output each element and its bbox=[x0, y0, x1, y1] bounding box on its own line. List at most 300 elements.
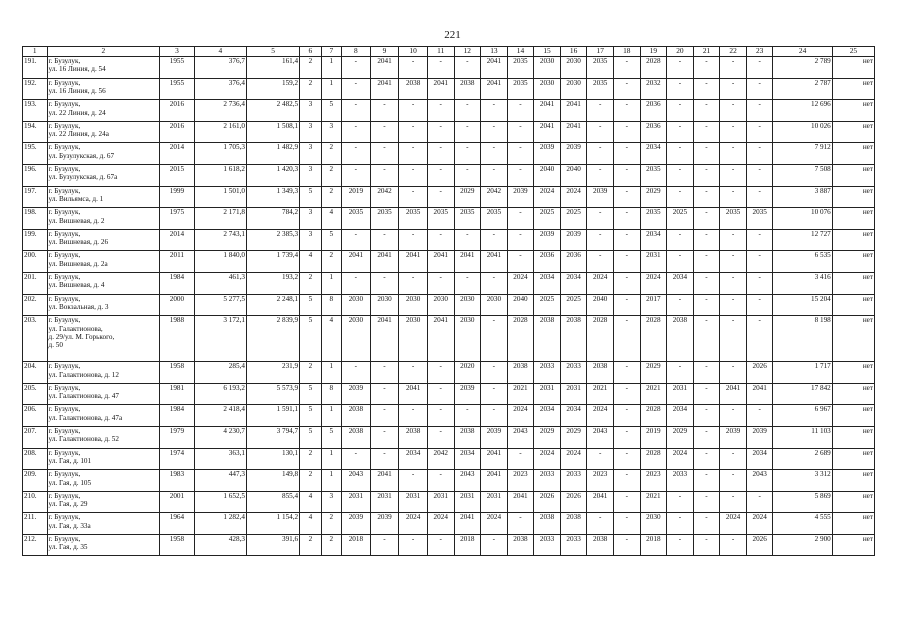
data-cell: - bbox=[667, 362, 694, 384]
data-cell: 855,4 bbox=[246, 491, 299, 513]
data-cell: 5 bbox=[300, 186, 321, 208]
data-cell: - bbox=[587, 100, 614, 122]
data-cell: 2040 bbox=[534, 164, 561, 186]
address-cell bbox=[47, 57, 160, 79]
data-cell: 2024 bbox=[667, 448, 694, 470]
address-line: д. 29/ул. М. Горького, bbox=[48, 332, 115, 341]
data-cell: - bbox=[693, 229, 720, 251]
row-number-cell: 194. bbox=[23, 121, 48, 143]
data-cell: - bbox=[370, 121, 399, 143]
data-cell: - bbox=[370, 405, 399, 427]
data-cell: - bbox=[399, 186, 428, 208]
address-line: г. Бузулук, bbox=[48, 100, 81, 109]
column-number-header: 22 bbox=[720, 47, 747, 57]
data-cell: - bbox=[613, 143, 640, 165]
data-cell: 3 bbox=[300, 229, 321, 251]
data-cell: 2038 bbox=[399, 78, 428, 100]
data-cell: 1 bbox=[321, 362, 341, 384]
data-cell: 2024 bbox=[399, 513, 428, 535]
data-cell: 6 193,2 bbox=[194, 383, 246, 405]
data-cell: - bbox=[342, 78, 371, 100]
data-cell: 2 bbox=[321, 143, 341, 165]
data-cell: - bbox=[399, 272, 428, 294]
data-cell: - bbox=[667, 491, 694, 513]
row-number-cell: 210. bbox=[23, 491, 48, 513]
column-number-header: 1 bbox=[23, 47, 48, 57]
data-cell: - bbox=[667, 186, 694, 208]
column-number-header: 7 bbox=[321, 47, 341, 57]
data-cell: 2 787 bbox=[773, 78, 832, 100]
data-cell: 2028 bbox=[640, 57, 667, 79]
row-number-cell: 205. bbox=[23, 383, 48, 405]
data-cell: 2039 bbox=[560, 143, 587, 165]
data-cell: 2015 bbox=[160, 164, 195, 186]
data-cell: 2041 bbox=[481, 57, 508, 79]
data-cell: - bbox=[613, 294, 640, 316]
data-cell: - bbox=[613, 534, 640, 556]
data-cell: 2042 bbox=[370, 186, 399, 208]
data-cell: нет bbox=[832, 316, 874, 362]
data-cell: - bbox=[481, 405, 508, 427]
data-cell: 11 103 bbox=[773, 426, 832, 448]
data-cell: 2043 bbox=[342, 470, 371, 492]
data-cell: - bbox=[587, 208, 614, 230]
column-number-header: 14 bbox=[507, 47, 534, 57]
row-number-cell: 203. bbox=[23, 316, 48, 362]
data-cell: - bbox=[613, 448, 640, 470]
data-cell: 2017 bbox=[640, 294, 667, 316]
data-cell: 376,4 bbox=[194, 78, 246, 100]
data-cell: - bbox=[746, 294, 773, 316]
data-cell: 2038 bbox=[454, 78, 481, 100]
data-cell: - bbox=[399, 362, 428, 384]
data-cell: 5 bbox=[300, 383, 321, 405]
data-cell: 1964 bbox=[160, 513, 195, 535]
data-cell: 2024 bbox=[507, 405, 534, 427]
data-cell: - bbox=[613, 100, 640, 122]
data-cell: - bbox=[427, 186, 454, 208]
data-cell: нет bbox=[832, 491, 874, 513]
address-line: ул. Бузулукская, д. 67а bbox=[48, 173, 118, 182]
row-number-cell: 200. bbox=[23, 251, 48, 273]
data-cell: 161,4 bbox=[246, 57, 299, 79]
data-cell: 2028 bbox=[640, 448, 667, 470]
data-cell: 2 743,1 bbox=[194, 229, 246, 251]
address-line: г. Бузулук, bbox=[48, 470, 81, 479]
data-cell: - bbox=[587, 164, 614, 186]
row-number-cell: 193. bbox=[23, 100, 48, 122]
data-cell: 1999 bbox=[160, 186, 195, 208]
address-line: ул. Гая, д. 35 bbox=[48, 543, 88, 552]
row-number-cell: 195. bbox=[23, 143, 48, 165]
column-number-header: 13 bbox=[481, 47, 508, 57]
data-cell: - bbox=[613, 513, 640, 535]
data-cell: - bbox=[507, 143, 534, 165]
table-row bbox=[23, 534, 875, 556]
data-cell: - bbox=[720, 143, 747, 165]
data-cell: - bbox=[342, 448, 371, 470]
data-cell: нет bbox=[832, 100, 874, 122]
data-cell: 391,6 bbox=[246, 534, 299, 556]
data-cell: 2025 bbox=[667, 208, 694, 230]
data-cell: 5 277,5 bbox=[194, 294, 246, 316]
address-line: ул. Вишневая, д. 4 bbox=[48, 281, 105, 290]
data-cell: 5 573,9 bbox=[246, 383, 299, 405]
data-cell: - bbox=[693, 426, 720, 448]
data-cell: 2024 bbox=[427, 513, 454, 535]
data-cell: 2043 bbox=[587, 426, 614, 448]
data-cell: 2 bbox=[321, 186, 341, 208]
data-cell: 10 076 bbox=[773, 208, 832, 230]
data-cell: нет bbox=[832, 57, 874, 79]
data-cell: 1 739,4 bbox=[246, 251, 299, 273]
data-cell: 2034 bbox=[746, 448, 773, 470]
data-cell: 2031 bbox=[481, 491, 508, 513]
data-cell: - bbox=[427, 100, 454, 122]
data-cell: 1 618,2 bbox=[194, 164, 246, 186]
data-cell: 1 717 bbox=[773, 362, 832, 384]
data-cell: 5 bbox=[321, 100, 341, 122]
address-line: ул. Вильямса, д. 1 bbox=[48, 194, 104, 203]
data-cell: 2023 bbox=[640, 470, 667, 492]
data-cell: 2 161,0 bbox=[194, 121, 246, 143]
table-row bbox=[23, 78, 875, 100]
row-number-cell: 201. bbox=[23, 272, 48, 294]
data-cell: 2034 bbox=[534, 272, 561, 294]
data-cell: нет bbox=[832, 229, 874, 251]
data-cell: 3 172,1 bbox=[194, 316, 246, 362]
data-cell: 1 591,1 bbox=[246, 405, 299, 427]
data-cell: - bbox=[613, 78, 640, 100]
data-cell: 1984 bbox=[160, 272, 195, 294]
data-cell: 2033 bbox=[534, 470, 561, 492]
data-cell: 193,2 bbox=[246, 272, 299, 294]
data-cell: нет bbox=[832, 164, 874, 186]
data-cell: - bbox=[481, 316, 508, 362]
data-cell: 1 bbox=[321, 57, 341, 79]
data-cell: 2039 bbox=[534, 229, 561, 251]
column-number-header: 4 bbox=[194, 47, 246, 57]
data-cell: - bbox=[370, 534, 399, 556]
data-cell: 2030 bbox=[370, 294, 399, 316]
data-cell: 2024 bbox=[507, 272, 534, 294]
data-cell: 2025 bbox=[560, 208, 587, 230]
data-cell: 2 bbox=[300, 470, 321, 492]
data-cell: - bbox=[613, 383, 640, 405]
data-cell: - bbox=[720, 294, 747, 316]
data-cell: - bbox=[399, 534, 428, 556]
data-cell: 376,7 bbox=[194, 57, 246, 79]
data-cell: 130,1 bbox=[246, 448, 299, 470]
address-line: ул. Гая, д. 105 bbox=[48, 478, 92, 487]
data-cell: нет bbox=[832, 78, 874, 100]
table-row bbox=[23, 316, 875, 362]
data-cell: - bbox=[481, 272, 508, 294]
column-number-header: 2 bbox=[47, 47, 160, 57]
data-cell: - bbox=[667, 57, 694, 79]
data-cell: 2024 bbox=[481, 513, 508, 535]
table-body bbox=[23, 57, 875, 556]
data-cell: 2 bbox=[300, 362, 321, 384]
data-cell: - bbox=[370, 100, 399, 122]
address-line: ул. Вишневая, д. 2а bbox=[48, 259, 108, 268]
data-cell: - bbox=[399, 405, 428, 427]
data-cell: - bbox=[342, 164, 371, 186]
data-cell: 2033 bbox=[560, 534, 587, 556]
data-cell: - bbox=[507, 208, 534, 230]
data-cell: - bbox=[454, 100, 481, 122]
data-cell: 2 900 bbox=[773, 534, 832, 556]
data-cell: - bbox=[720, 100, 747, 122]
data-cell: - bbox=[370, 383, 399, 405]
data-cell: 5 bbox=[321, 229, 341, 251]
data-cell: 1 482,9 bbox=[246, 143, 299, 165]
data-cell: нет bbox=[832, 121, 874, 143]
data-cell: - bbox=[746, 164, 773, 186]
data-cell: 1984 bbox=[160, 405, 195, 427]
data-cell: 2028 bbox=[507, 316, 534, 362]
data-cell: 2039 bbox=[454, 383, 481, 405]
data-cell: 2020 bbox=[454, 362, 481, 384]
data-cell: - bbox=[399, 100, 428, 122]
data-cell: - bbox=[399, 57, 428, 79]
data-cell: 2018 bbox=[454, 534, 481, 556]
data-cell: 1 bbox=[321, 272, 341, 294]
data-cell: 2030 bbox=[454, 316, 481, 362]
data-cell: 2038 bbox=[534, 316, 561, 362]
data-cell: 2014 bbox=[160, 229, 195, 251]
address-cell bbox=[47, 78, 160, 100]
address-cell bbox=[47, 121, 160, 143]
data-cell: 2038 bbox=[507, 362, 534, 384]
address-cell bbox=[47, 294, 160, 316]
data-cell: - bbox=[427, 426, 454, 448]
data-cell: нет bbox=[832, 448, 874, 470]
data-cell: 2035 bbox=[399, 208, 428, 230]
data-cell: 2018 bbox=[640, 534, 667, 556]
data-cell: 3 bbox=[300, 143, 321, 165]
data-cell: 2041 bbox=[454, 251, 481, 273]
column-number-header: 18 bbox=[613, 47, 640, 57]
data-cell: 2024 bbox=[560, 448, 587, 470]
data-cell: 2031 bbox=[667, 383, 694, 405]
data-cell: 2036 bbox=[640, 100, 667, 122]
data-cell: 149,8 bbox=[246, 470, 299, 492]
data-cell: 1958 bbox=[160, 534, 195, 556]
data-cell: 2016 bbox=[160, 121, 195, 143]
address-line: г. Бузулук, bbox=[48, 405, 81, 414]
data-cell: - bbox=[720, 405, 747, 427]
data-cell: 2026 bbox=[560, 491, 587, 513]
data-cell: 2034 bbox=[534, 405, 561, 427]
data-cell: 3 416 bbox=[773, 272, 832, 294]
data-cell: - bbox=[746, 251, 773, 273]
data-cell: 2 482,5 bbox=[246, 100, 299, 122]
data-cell: 2041 bbox=[370, 470, 399, 492]
data-cell: 6 535 bbox=[773, 251, 832, 273]
data-cell: - bbox=[693, 186, 720, 208]
data-cell: 3 887 bbox=[773, 186, 832, 208]
data-cell: 2 736,4 bbox=[194, 100, 246, 122]
data-cell: 2041 bbox=[560, 100, 587, 122]
data-cell: 2031 bbox=[370, 491, 399, 513]
column-number-row bbox=[23, 47, 875, 57]
data-cell: 1 652,5 bbox=[194, 491, 246, 513]
data-cell: - bbox=[342, 57, 371, 79]
data-cell: 1 501,0 bbox=[194, 186, 246, 208]
data-cell: нет bbox=[832, 186, 874, 208]
data-cell: 2011 bbox=[160, 251, 195, 273]
data-cell: 2024 bbox=[587, 405, 614, 427]
data-cell: 5 bbox=[300, 294, 321, 316]
data-cell: 4 bbox=[300, 513, 321, 535]
address-line: ул. Гая, д. 29 bbox=[48, 500, 88, 509]
data-cell: 2036 bbox=[560, 251, 587, 273]
data-cell: - bbox=[693, 57, 720, 79]
data-cell: - bbox=[481, 121, 508, 143]
column-number-header: 20 bbox=[667, 47, 694, 57]
data-cell: 2021 bbox=[640, 383, 667, 405]
data-cell: - bbox=[427, 383, 454, 405]
data-cell: 2024 bbox=[640, 272, 667, 294]
data-cell: 7 912 bbox=[773, 143, 832, 165]
data-cell: - bbox=[399, 164, 428, 186]
data-cell: - bbox=[427, 164, 454, 186]
address-cell bbox=[47, 100, 160, 122]
data-cell: 2030 bbox=[481, 294, 508, 316]
address-cell bbox=[47, 362, 160, 384]
data-cell: 2033 bbox=[560, 470, 587, 492]
table-row bbox=[23, 251, 875, 273]
data-cell: - bbox=[693, 534, 720, 556]
data-cell: 5 bbox=[300, 316, 321, 362]
table-row bbox=[23, 100, 875, 122]
data-cell: 1979 bbox=[160, 426, 195, 448]
data-cell: 2036 bbox=[640, 121, 667, 143]
data-cell: 3 bbox=[300, 208, 321, 230]
data-cell: 2014 bbox=[160, 143, 195, 165]
data-cell: 2033 bbox=[667, 470, 694, 492]
table-row bbox=[23, 383, 875, 405]
address-line: г. Бузулук, bbox=[48, 513, 81, 522]
data-cell: 2 385,3 bbox=[246, 229, 299, 251]
data-cell: - bbox=[613, 57, 640, 79]
data-cell: 10 026 bbox=[773, 121, 832, 143]
data-cell: 2041 bbox=[481, 470, 508, 492]
data-cell: 2031 bbox=[534, 383, 561, 405]
data-cell: 2030 bbox=[640, 513, 667, 535]
data-cell: 2039 bbox=[342, 383, 371, 405]
address-line: г. Бузулук, bbox=[48, 272, 81, 281]
data-cell: 15 204 bbox=[773, 294, 832, 316]
table-row bbox=[23, 272, 875, 294]
address-cell bbox=[47, 405, 160, 427]
column-number-header: 19 bbox=[640, 47, 667, 57]
data-cell: 8 bbox=[321, 294, 341, 316]
data-cell: 2028 bbox=[587, 316, 614, 362]
data-cell: - bbox=[613, 405, 640, 427]
data-cell: 159,2 bbox=[246, 78, 299, 100]
row-number-cell: 199. bbox=[23, 229, 48, 251]
row-number-cell: 196. bbox=[23, 164, 48, 186]
table-row bbox=[23, 294, 875, 316]
data-cell: 2035 bbox=[427, 208, 454, 230]
data-cell: - bbox=[370, 229, 399, 251]
data-cell: - bbox=[613, 186, 640, 208]
data-cell: 1983 bbox=[160, 470, 195, 492]
data-cell: 2024 bbox=[534, 448, 561, 470]
data-cell: 2025 bbox=[560, 294, 587, 316]
row-number-cell: 207. bbox=[23, 426, 48, 448]
data-cell: 2041 bbox=[560, 121, 587, 143]
data-cell: 2024 bbox=[746, 513, 773, 535]
data-cell: 1 282,4 bbox=[194, 513, 246, 535]
address-line: ул. Галактионова, д. 52 bbox=[48, 435, 119, 444]
data-cell: 2029 bbox=[454, 186, 481, 208]
data-cell: 1 705,3 bbox=[194, 143, 246, 165]
data-cell: 2030 bbox=[342, 294, 371, 316]
data-cell: 2 689 bbox=[773, 448, 832, 470]
data-cell: 2039 bbox=[720, 426, 747, 448]
data-cell: - bbox=[667, 78, 694, 100]
data-cell: 2039 bbox=[481, 426, 508, 448]
data-cell: 2035 bbox=[507, 57, 534, 79]
data-cell: 4 bbox=[321, 208, 341, 230]
data-cell: - bbox=[746, 57, 773, 79]
data-cell: 2043 bbox=[454, 470, 481, 492]
data-cell: 2030 bbox=[427, 294, 454, 316]
data-cell: - bbox=[613, 316, 640, 362]
address-line: г. Бузулук, bbox=[48, 426, 81, 435]
column-number-header: 16 bbox=[560, 47, 587, 57]
data-cell: - bbox=[427, 405, 454, 427]
data-cell: - bbox=[454, 121, 481, 143]
data-cell: 2019 bbox=[640, 426, 667, 448]
data-cell: 2041 bbox=[370, 251, 399, 273]
address-cell bbox=[47, 186, 160, 208]
data-cell: - bbox=[399, 143, 428, 165]
data-cell: 447,3 bbox=[194, 470, 246, 492]
data-cell: 2029 bbox=[640, 362, 667, 384]
address-line: г. Бузулук, bbox=[48, 121, 81, 130]
data-cell: - bbox=[746, 121, 773, 143]
data-cell: - bbox=[720, 316, 747, 362]
data-cell: 2031 bbox=[342, 491, 371, 513]
data-cell: - bbox=[454, 57, 481, 79]
data-cell: 2033 bbox=[560, 362, 587, 384]
table-row bbox=[23, 57, 875, 79]
data-cell: 2034 bbox=[640, 229, 667, 251]
row-number-cell: 208. bbox=[23, 448, 48, 470]
address-line: г. Бузулук, bbox=[48, 251, 81, 260]
data-cell: 2041 bbox=[534, 100, 561, 122]
data-cell: - bbox=[693, 208, 720, 230]
data-cell: 5 869 bbox=[773, 491, 832, 513]
data-cell: - bbox=[720, 470, 747, 492]
address-line: ул. Галактионова, д. 47 bbox=[48, 392, 119, 401]
address-cell bbox=[47, 470, 160, 492]
address-line: ул. Галактионова, д. 47а bbox=[48, 413, 123, 422]
data-cell: 2041 bbox=[454, 513, 481, 535]
data-cell: 2038 bbox=[560, 316, 587, 362]
data-cell: 2035 bbox=[370, 208, 399, 230]
data-cell: - bbox=[613, 491, 640, 513]
address-line: ул. Вишневая, д. 26 bbox=[48, 238, 109, 247]
data-cell: 2 bbox=[321, 513, 341, 535]
table-row bbox=[23, 164, 875, 186]
data-cell: - bbox=[667, 513, 694, 535]
data-cell: - bbox=[454, 143, 481, 165]
